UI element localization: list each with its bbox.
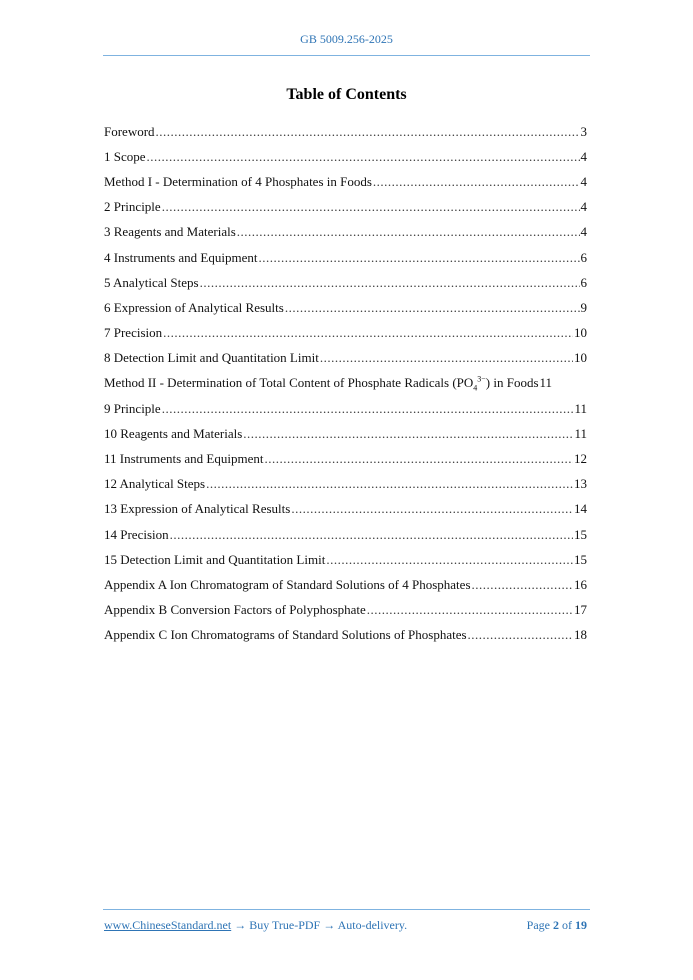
toc-item-label: 9 Principle xyxy=(104,400,161,416)
dot-leader xyxy=(170,527,573,543)
toc-item-page: 11 xyxy=(574,425,587,441)
superscript-text: 3− xyxy=(477,375,486,385)
table-of-contents xyxy=(104,119,587,648)
toc-item-analytical-steps[interactable] xyxy=(104,270,587,295)
toc-item-label: Appendix C Ion Chromatograms of Standard Solutions of Phosphates xyxy=(104,627,467,643)
toc-item-page: 10 xyxy=(574,350,587,366)
toc-item-method-ii[interactable] xyxy=(104,371,587,396)
toc-item-page: 4 xyxy=(580,173,587,189)
toc-item-page: 14 xyxy=(574,501,587,517)
toc-item-precision[interactable] xyxy=(104,321,587,346)
toc-item-page: 4 xyxy=(580,148,587,164)
toc-item-page: 4 xyxy=(580,199,587,215)
toc-item-page: 11 xyxy=(539,375,553,391)
toc-item-page: 17 xyxy=(574,602,587,618)
toc-item-label: 2 Principle xyxy=(104,199,161,215)
toc-item-page: 11 xyxy=(574,400,587,416)
toc-item-principle[interactable] xyxy=(104,195,587,220)
dot-leader xyxy=(163,325,573,341)
dot-leader xyxy=(373,174,580,190)
page-of: of xyxy=(559,918,575,932)
toc-item-appendix-c[interactable] xyxy=(104,623,587,648)
toc-item-page: 6 xyxy=(580,249,587,265)
dot-leader xyxy=(156,124,580,140)
toc-item-page: 3 xyxy=(580,123,587,139)
toc-label-text: ) in Foods xyxy=(485,375,539,391)
dot-leader xyxy=(468,627,573,643)
dot-leader xyxy=(243,426,573,442)
toc-item-expression-results[interactable] xyxy=(104,295,587,320)
toc-item-label: 8 Detection Limit and Quantitation Limit xyxy=(104,350,319,366)
toc-item-principle-ii[interactable] xyxy=(104,396,587,421)
toc-item-page: 6 xyxy=(580,274,587,290)
dot-leader xyxy=(326,552,573,568)
toc-item-label: 6 Expression of Analytical Results xyxy=(104,299,284,315)
dot-leader xyxy=(264,451,573,467)
dot-leader xyxy=(367,602,573,618)
dot-leader xyxy=(472,577,573,593)
dot-leader xyxy=(258,250,579,266)
dot-leader xyxy=(237,224,580,240)
toc-item-label: Appendix A Ion Chromatogram of Standard Solutions of 4 Phosphates xyxy=(104,576,471,592)
toc-item-label: 7 Precision xyxy=(104,325,163,341)
toc-item-page: 15 xyxy=(574,551,587,567)
footer-promo xyxy=(104,918,407,933)
dot-leader xyxy=(162,401,574,417)
toc-item-label xyxy=(104,375,539,394)
current-page-number: 2 xyxy=(553,918,559,932)
toc-item-page: 9 xyxy=(580,299,587,315)
dot-leader xyxy=(162,199,580,215)
toc-item-label: 5 Analytical Steps xyxy=(104,274,199,290)
footer-promo-text: → Buy True-PDF → Auto-delivery. xyxy=(231,918,408,932)
dot-leader xyxy=(291,501,573,517)
toc-item-label: 1 Scope xyxy=(104,148,146,164)
total-page-count: 19 xyxy=(575,918,587,932)
toc-item-label: Appendix B Conversion Factors of Polyphosphate xyxy=(104,602,366,618)
toc-item-foreword[interactable] xyxy=(104,119,587,144)
dot-leader xyxy=(320,350,573,366)
toc-item-reagents-ii[interactable] xyxy=(104,421,587,446)
page-prefix: Page xyxy=(526,918,553,932)
page-indicator xyxy=(527,918,587,933)
toc-item-appendix-a[interactable] xyxy=(104,572,587,597)
toc-item-scope[interactable] xyxy=(104,144,587,169)
toc-item-analytical-steps-ii[interactable] xyxy=(104,472,587,497)
toc-item-detection-limit[interactable] xyxy=(104,346,587,371)
website-link[interactable]: www.ChineseStandard.net xyxy=(104,918,232,932)
toc-item-label: Foreword xyxy=(104,123,155,139)
toc-item-instruments-ii[interactable] xyxy=(104,446,587,471)
document-number-header: GB 5009.256-2025 xyxy=(300,32,393,46)
toc-item-detection-limit-ii[interactable] xyxy=(104,547,587,572)
toc-item-page: 15 xyxy=(574,526,587,542)
toc-item-precision-ii[interactable] xyxy=(104,522,587,547)
toc-item-label: 14 Precision xyxy=(104,526,169,542)
dot-leader xyxy=(147,149,580,165)
page-footer xyxy=(104,918,587,933)
toc-item-label: 12 Analytical Steps xyxy=(104,476,206,492)
toc-item-expression-results-ii[interactable] xyxy=(104,497,587,522)
toc-item-label: 13 Expression of Analytical Results xyxy=(104,501,291,517)
toc-item-page: 10 xyxy=(574,325,587,341)
dot-leader xyxy=(285,300,580,316)
toc-item-label: 15 Detection Limit and Quantitation Limit xyxy=(104,551,326,567)
toc-item-method-i[interactable] xyxy=(104,169,587,194)
subscript-text: 4 xyxy=(473,384,478,394)
toc-item-page: 13 xyxy=(574,476,587,492)
toc-label-text: Method II - Determination of Total Content of Phosphate Radicals (PO xyxy=(104,375,474,391)
toc-item-page: 18 xyxy=(574,627,587,643)
dot-leader xyxy=(200,275,580,291)
header-divider xyxy=(103,55,590,56)
toc-item-appendix-b[interactable] xyxy=(104,598,587,623)
toc-item-label: Method I - Determination of 4 Phosphates in Foods xyxy=(104,173,372,189)
toc-item-label: 10 Reagents and Materials xyxy=(104,425,243,441)
toc-item-label: 11 Instruments and Equipment xyxy=(104,451,264,467)
page-title: Table of Contents xyxy=(286,86,407,103)
toc-item-instruments[interactable] xyxy=(104,245,587,270)
toc-item-page: 12 xyxy=(574,451,587,467)
toc-item-page: 4 xyxy=(580,224,587,240)
dot-leader xyxy=(206,476,573,492)
toc-item-reagents[interactable] xyxy=(104,220,587,245)
toc-item-label: 3 Reagents and Materials xyxy=(104,224,236,240)
footer-divider xyxy=(103,909,590,910)
toc-item-label: 4 Instruments and Equipment xyxy=(104,249,258,265)
toc-item-page: 16 xyxy=(574,576,587,592)
